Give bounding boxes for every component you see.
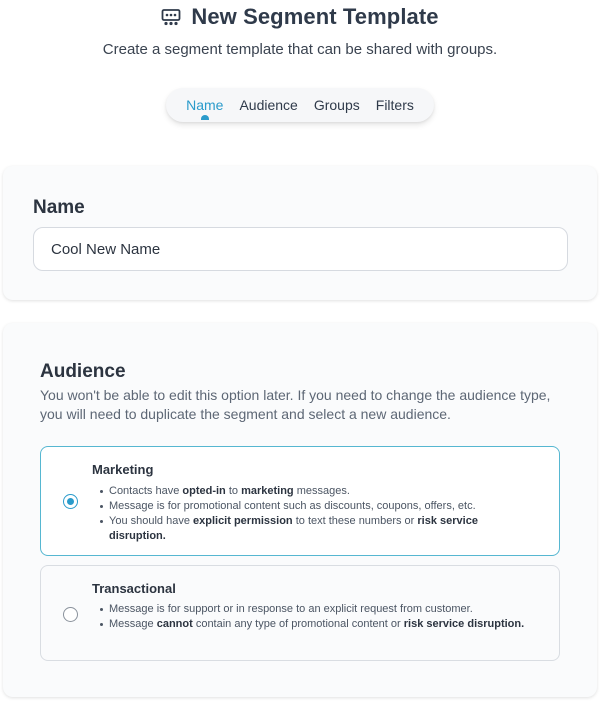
radio-selected-dot (67, 498, 74, 505)
bullet-text: to (225, 485, 242, 497)
transactional-bullets (92, 602, 532, 632)
bullet-text: Contacts have (109, 485, 183, 497)
bullet-text: Message is for promotional content such as discounts, coupons, offers, etc. (109, 500, 476, 512)
tab-label: Groups (313, 97, 360, 113)
audience-description: You won't be able to edit this option later. If you need to change the audience type, you will need to duplicate the segment and select a new audience. (40, 387, 551, 422)
option-title: Transactional (92, 581, 176, 596)
tab-audience[interactable] (239, 88, 297, 122)
bullet-emphasis: marketing (241, 485, 294, 497)
audience-option-marketing[interactable] (40, 446, 560, 556)
bullet-item (92, 499, 532, 514)
option-title: Marketing (92, 462, 154, 477)
bullet-emphasis: cannot (156, 618, 193, 630)
bullet-text: to text these numbers or (292, 515, 418, 527)
title-row (0, 3, 600, 31)
bullet-emphasis: explicit permission (193, 515, 293, 527)
tab-label: Name (186, 97, 224, 113)
bullet-emphasis: opted-in (182, 485, 226, 497)
bullet-text: You should have (109, 515, 193, 527)
bullet-item (92, 617, 532, 632)
name-section-title: Name (33, 197, 85, 218)
marketing-radio[interactable] (63, 494, 78, 509)
bullet-text: Message (109, 618, 157, 630)
audience-section-title: Audience (40, 361, 126, 382)
bullet-item (92, 602, 532, 617)
page-header (0, 0, 600, 58)
tab-filters[interactable] (376, 88, 414, 122)
page-subtitle: Create a segment template that can be shared with groups. (102, 41, 498, 58)
segment-icon (161, 7, 181, 27)
tab-name[interactable] (186, 88, 223, 122)
bullet-text: Message is for support or in response to an explicit request from customer. (109, 603, 473, 615)
audience-card (3, 323, 597, 697)
marketing-bullets (92, 484, 532, 544)
active-tab-indicator (201, 115, 209, 120)
transactional-radio[interactable] (63, 607, 78, 622)
page-title: New Segment Template (191, 4, 439, 29)
tab-label: Filters (375, 97, 414, 113)
bullet-emphasis: risk service disruption. (109, 515, 478, 542)
bullet-text: contain any type of promotional content or (192, 618, 404, 630)
name-card (3, 166, 597, 300)
segment-name-input[interactable] (33, 227, 568, 271)
bullet-item (92, 514, 532, 544)
bullet-text: messages. (293, 485, 350, 497)
audience-option-transactional[interactable] (40, 565, 560, 661)
bullet-emphasis: risk service disruption. (403, 618, 525, 630)
tab-groups[interactable] (314, 88, 360, 122)
bullet-item (92, 484, 532, 499)
section-tabs (166, 88, 434, 122)
tab-label: Audience (239, 97, 298, 113)
